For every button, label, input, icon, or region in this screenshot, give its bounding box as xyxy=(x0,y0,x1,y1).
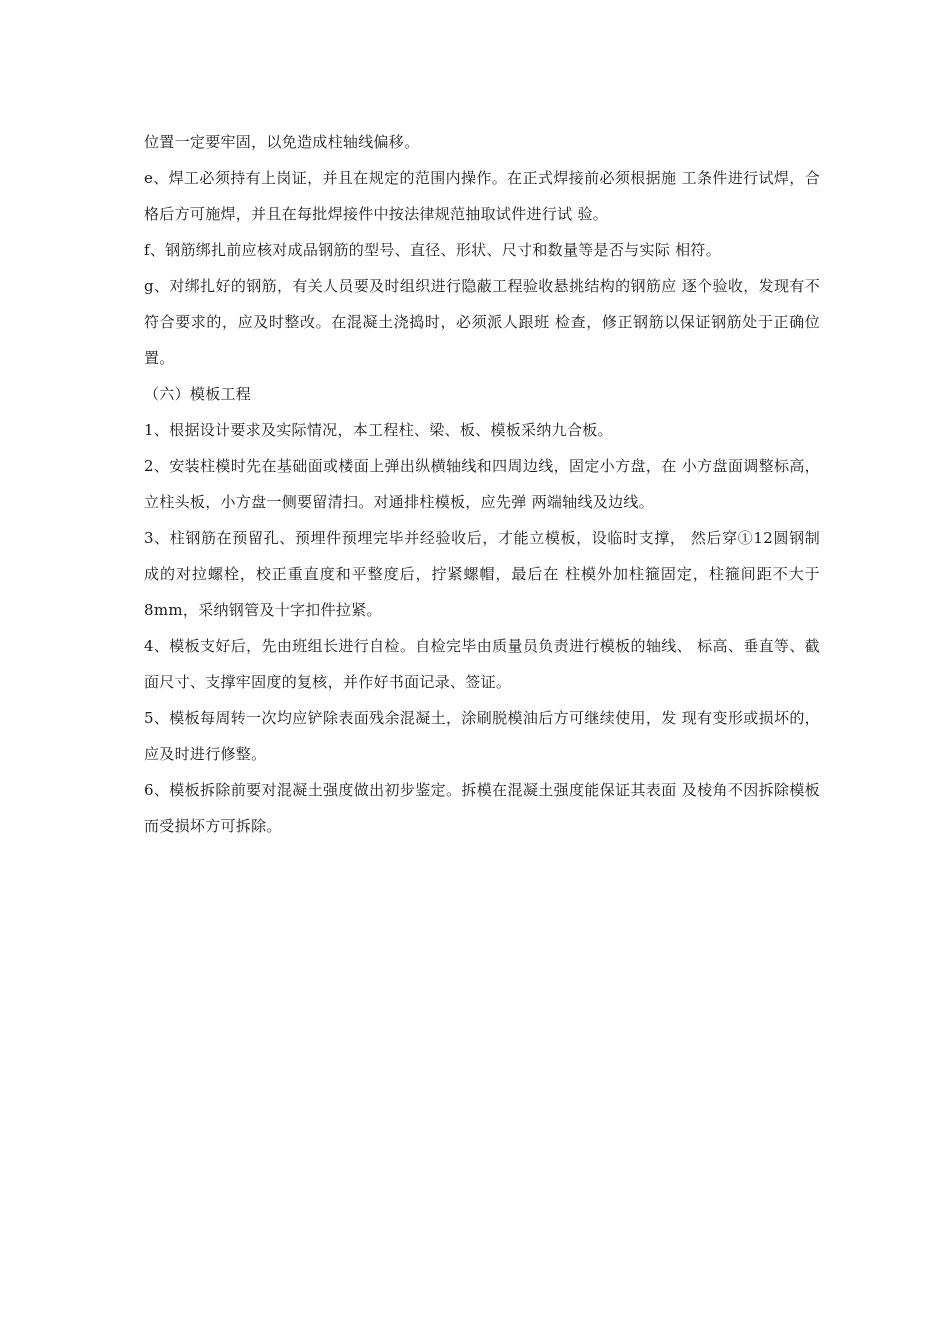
paragraph-formwork-1: 1、根据设计要求及实际情况，本工程柱、梁、板、模板采纳九合板。 xyxy=(144,421,613,439)
paragraph-item-f-binding: f、钢筋绑扎前应核对成品钢筋的型号、直径、形状、尺寸和数量等是否与实际 相符。 xyxy=(144,241,722,259)
paragraph-formwork-5: 5、模板每周转一次均应铲除表面残余混凝土，涂刷脱模油后方可继续使用，发 现有变形或损坏的，应及时进行修整。 xyxy=(144,709,820,763)
paragraph-formwork-2: 2、安装柱模时先在基础面或楼面上弹出纵横轴线和四周边线，固定小方盘，在 小方盘面调整标高，立柱头板，小方盘一侧要留清扫。对通排柱模板，应先弹 两端轴线及边线。 xyxy=(144,457,820,511)
paragraph-formwork-6: 6、模板拆除前要对混凝土强度做出初步鉴定。拆模在混凝土强度能保证其表面 及棱角不因拆除模板而受损坏方可拆除。 xyxy=(144,781,820,835)
paragraph-formwork-3: 3、柱钢筋在预留孔、预埋件预埋完毕并经验收后，才能立模板，设临时支撑， 然后穿①12圆钢制成的对拉螺栓，校正重直度和平整度后，拧紧螺帽，最后在 柱模外加柱箍固定，柱箍间距不大于8mm，采纳钢管及十字扣件拉紧。 xyxy=(144,529,820,619)
document-body xyxy=(144,124,820,844)
paragraph-item-g-inspection: g、对绑扎好的钢筋，有关人员要及时组织进行隐蔽工程验收悬挑结构的钢筋应 逐个验收，发现有不符合要求的，应及时整改。在混凝土浇捣时，必须派人跟班 检查，修正钢筋以保证钢筋处于正确位置。 xyxy=(144,277,820,367)
paragraph-item-e-welding: e、焊工必须持有上岗证，并且在规定的范围内操作。在正式焊接前必须根据施 工条件进行试焊，合格后方可施焊，并且在每批焊接件中按法律规范抽取试件进行试 验。 xyxy=(144,169,820,223)
section-heading-formwork: （六）模板工程 xyxy=(144,385,252,403)
paragraph-column-position: 位置一定要牢固，以免造成柱轴线偏移。 xyxy=(144,133,420,151)
paragraph-formwork-4: 4、模板支好后，先由班组长进行自检。自检完毕由质量员负责进行模板的轴线、 标高、垂直等、截面尺寸、支撑牢固度的复核，并作好书面记录、签证。 xyxy=(144,637,820,691)
